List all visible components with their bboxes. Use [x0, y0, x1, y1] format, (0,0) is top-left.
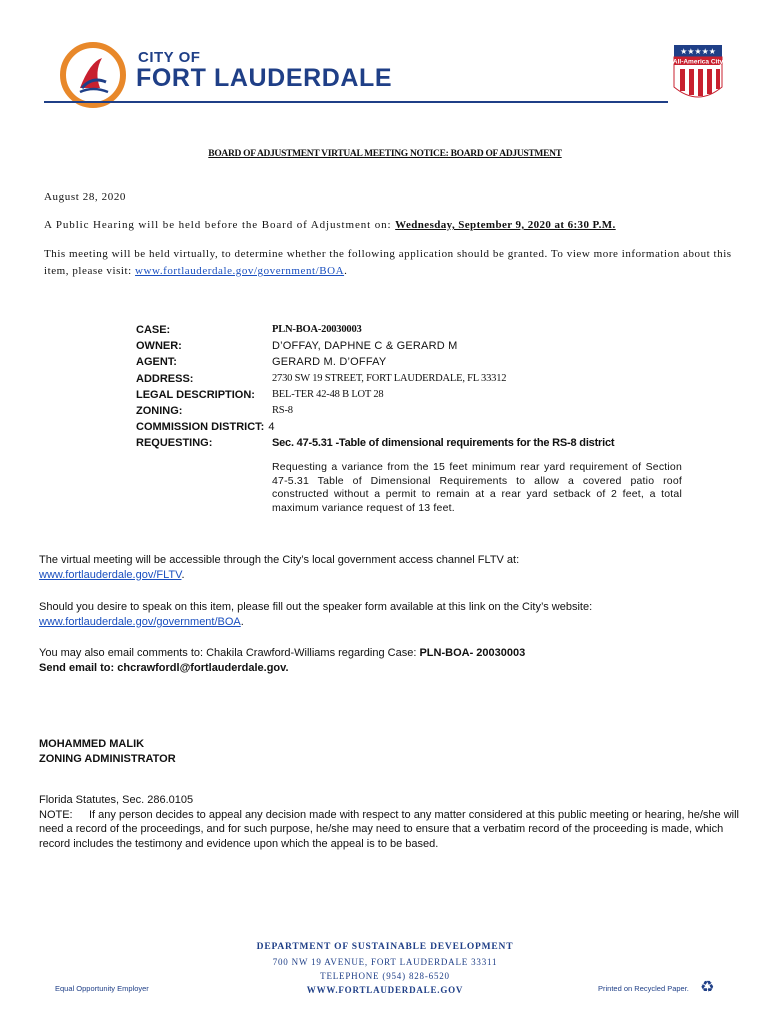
- signature-block: [39, 737, 176, 766]
- speaker-form-link[interactable]: www.fortlauderdale.gov/government/BOA: [39, 615, 241, 628]
- note-text: If any person decides to appeal any decision made with respect to any matter considered at this public meeting or hearing, he/she will need a record of the proceedings, and for such purpose, he/she may need to ensure that a verbatim record of the proceeding is made, which record includes the testimony and evidence upon which the appeal is to be based.: [39, 808, 739, 850]
- speak-suffix: .: [240, 615, 244, 628]
- agent-label: AGENT:: [136, 356, 177, 369]
- case-details: [136, 322, 614, 452]
- variance-description: Requesting a variance from the 15 feet minimum rear yard requirement of Section 47-5.31 Table of Dimensional Requirements to allow a covered patio roof constructed without a permit to remain at a rear yard setback of 2 feet, a total maximum variance request of 13 feet.: [272, 461, 682, 514]
- district-row: [136, 419, 614, 435]
- notice-title: BOARD OF ADJUSTMENT VIRTUAL MEETING NOTICE: BOARD OF ADJUSTMENT: [208, 149, 562, 159]
- city-of-text: CITY OF: [138, 49, 201, 66]
- district-label: COMMISSION DISTRICT:: [136, 421, 265, 434]
- address-label: ADDRESS:: [136, 372, 194, 385]
- zoning-label: ZONING:: [136, 405, 183, 418]
- statute-note: [39, 808, 739, 852]
- district-value: 4: [268, 421, 275, 434]
- speak-paragraph: [39, 600, 739, 629]
- signer-name: MOHAMMED MALIK: [39, 738, 145, 750]
- badge-label-strip: [672, 57, 724, 65]
- email-case: PLN-BOA- 20030003: [419, 647, 526, 659]
- fort-lauderdale-logo: [60, 42, 126, 108]
- agent-value: GERARD M. D’OFFAY: [272, 356, 387, 369]
- department-name: DEPARTMENT OF SUSTAINABLE DEVELOPMENT: [256, 942, 514, 952]
- signer-title: ZONING ADMINISTRATOR: [39, 752, 176, 765]
- address-row: [136, 371, 614, 387]
- zoning-value: RS-8: [272, 405, 293, 417]
- legal-row: [136, 387, 614, 403]
- agent-row: [136, 354, 614, 370]
- statute-line: Florida Statutes, Sec. 286.0105: [39, 794, 194, 806]
- notice-date: August 28, 2020: [44, 191, 127, 203]
- hearing-line: [44, 219, 616, 231]
- case-value: PLN-BOA-20030003: [272, 324, 362, 335]
- access-suffix: .: [181, 568, 185, 581]
- city-name: FORT LAUDERDALE: [136, 64, 393, 92]
- note-label: NOTE:: [39, 808, 73, 821]
- address-value: 2730 SW 19 STREET, FORT LAUDERDALE, FL 33312: [272, 372, 507, 384]
- zoning-row: [136, 403, 614, 419]
- owner-row: [136, 338, 614, 354]
- requesting-label: REQUESTING:: [136, 437, 213, 450]
- all-america-city-badge: [672, 43, 724, 107]
- virtual-text: This meeting will be held virtually, to determine whether the following application should be granted. To view more information about this item, please visit:: [44, 248, 732, 277]
- virtual-suffix: .: [344, 265, 348, 277]
- owner-value: D’OFFAY, DAPHNE C & GERARD M: [272, 340, 458, 353]
- legal-value: BEL-TER 42-48 B LOT 28: [272, 388, 384, 400]
- legal-label: LEGAL DESCRIPTION:: [136, 388, 255, 401]
- email-paragraph: [39, 646, 739, 675]
- hearing-prefix: A Public Hearing will be held before the Board of Adjustment on:: [44, 219, 396, 231]
- access-text: The virtual meeting will be accessible through the City’s local government access channel FLTV at:: [39, 554, 520, 566]
- recycled-paper-text: Printed on Recycled Paper.: [598, 984, 689, 993]
- case-label: CASE:: [136, 324, 171, 336]
- statute-notice: [39, 793, 739, 851]
- requesting-value: Sec. 47-5.31 -Table of dimensional requirements for the RS-8 district: [272, 437, 615, 450]
- header-rule: [44, 101, 668, 103]
- boa-link[interactable]: www.fortlauderdale.gov/government/BOA: [135, 265, 345, 277]
- footer-address: 700 NW 19 AVENUE, FORT LAUDERDALE 33311: [272, 957, 498, 967]
- case-row: [136, 322, 614, 338]
- speak-text: Should you desire to speak on this item, please fill out the speaker form available at this link on the City’s website:: [39, 601, 593, 613]
- fltv-link[interactable]: www.fortlauderdale.gov/FLTV: [39, 568, 182, 581]
- footer-phone: TELEPHONE (954) 828-6520: [320, 971, 450, 981]
- email-text: You may also email comments to: Chakila Crawford-Williams regarding Case:: [39, 647, 420, 659]
- svg-text:★★★★★: ★★★★★: [680, 47, 716, 56]
- access-paragraph: [39, 553, 739, 582]
- requesting-row: [136, 435, 614, 451]
- hearing-datetime: Wednesday, September 9, 2020 at 6:30 P.M.: [395, 219, 616, 231]
- send-email[interactable]: Send email to: chcrawfordl@fortlauderdale.gov.: [39, 661, 289, 674]
- badge-text: All-America City: [672, 58, 724, 65]
- footer-website[interactable]: WWW.FORTLAUDERDALE.GOV: [306, 985, 464, 995]
- equal-opportunity-text: Equal Opportunity Employer: [55, 984, 149, 993]
- virtual-paragraph: [44, 246, 734, 280]
- recycle-icon: ♻: [700, 979, 715, 996]
- owner-label: OWNER:: [136, 340, 182, 353]
